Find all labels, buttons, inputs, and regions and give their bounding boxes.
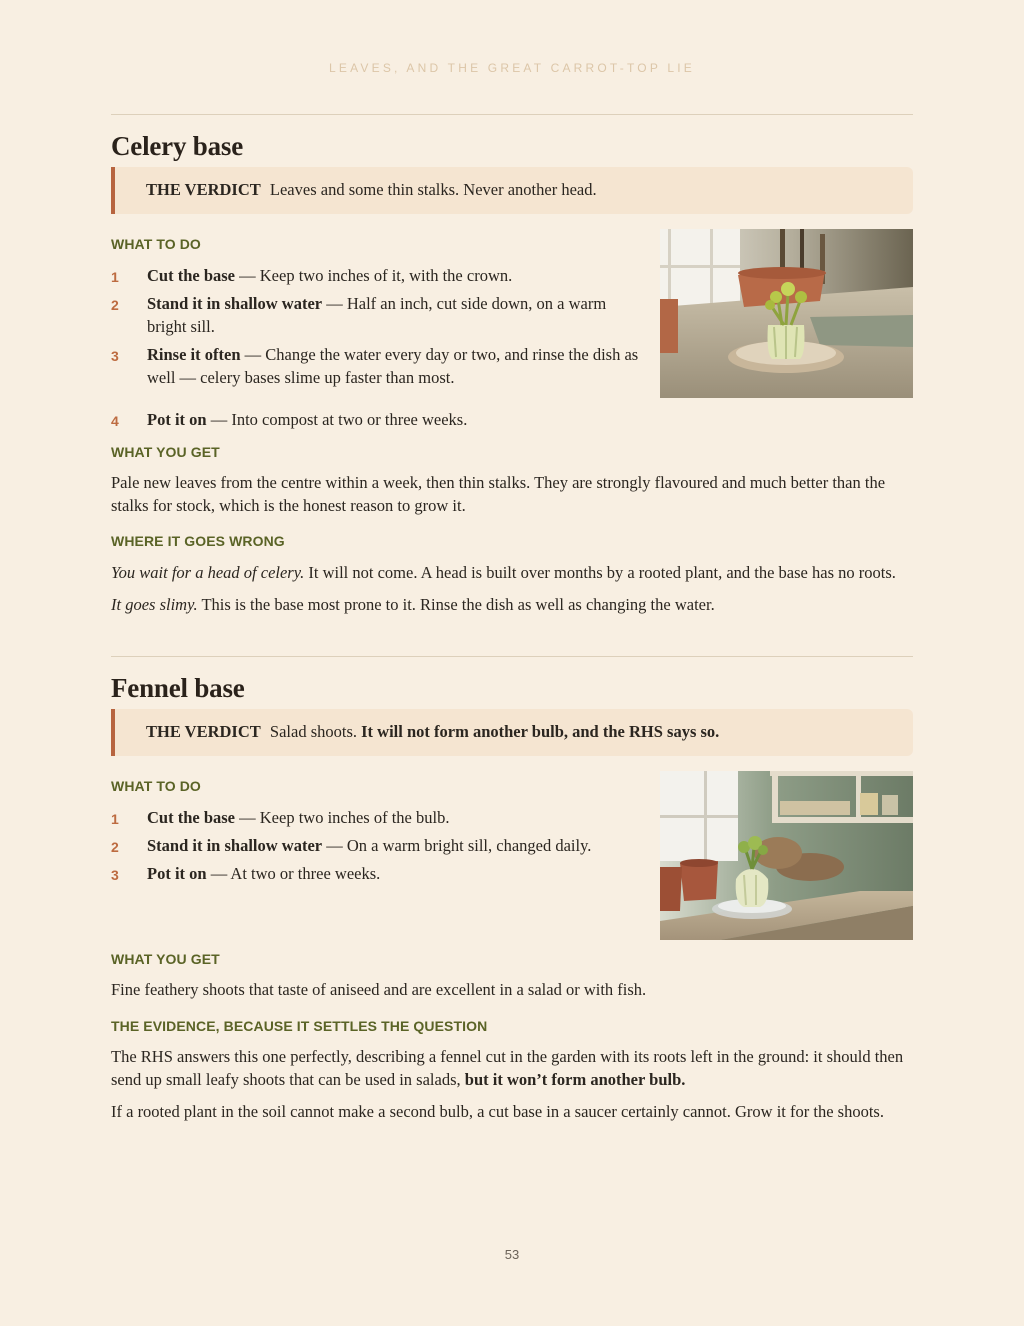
step-number: 2	[111, 297, 119, 313]
verdict-text: Leaves and some thin stalks. Never another head.	[269, 180, 597, 199]
step-text: — Into compost at two or three weeks.	[206, 410, 468, 429]
celery-what-to-do-heading: WHAT TO DO	[111, 236, 201, 252]
fennel-verdict	[111, 709, 913, 756]
celery-what-you-get-text: Pale new leaves from the centre within a week, then thin stalks. They are strongly flavoured and much better than the stalks for stock, which is the honest reason to grow it.	[111, 473, 886, 515]
step-title: Stand it in shallow water	[147, 836, 323, 855]
celery-step-4	[111, 408, 641, 431]
verdict-label: THE VERDICT	[146, 180, 261, 199]
running-head: LEAVES, AND THE GREAT CARROT-TOP LIE	[329, 61, 695, 75]
fennel-evidence-heading: THE EVIDENCE, BECAUSE IT SETTLES THE QUESTION	[111, 1018, 488, 1034]
step-number: 4	[111, 413, 119, 429]
step-title: Pot it on	[147, 410, 207, 429]
verdict-bold: It will not form another bulb, and the RHS says so.	[361, 722, 720, 741]
step-text: — On a warm bright sill, changed daily.	[322, 836, 592, 855]
step-text: — Change the water every day or two, and rinse the dish as well — celery bases slime up faster than most.	[147, 345, 639, 387]
fennel-photo	[660, 771, 913, 940]
celery-step-1	[111, 264, 641, 287]
step-title: Pot it on	[147, 864, 207, 883]
step-title: Cut the base	[147, 266, 236, 285]
fennel-title: Fennel base	[111, 673, 245, 703]
celery-title: Celery base	[111, 131, 244, 161]
wrong-1-lead: You wait for a head of celery.	[111, 563, 305, 582]
step-number: 3	[111, 867, 119, 883]
verdict-text: Salad shoots.	[269, 722, 357, 741]
step-text: — At two or three weeks.	[206, 864, 381, 883]
step-number: 1	[111, 811, 119, 827]
top-rule	[111, 114, 913, 115]
fennel-evidence-text	[111, 1045, 917, 1091]
wrong-2-lead: It goes slimy.	[111, 595, 198, 614]
wrong-2-text: This is the base most prone to it. Rinse the dish as well as changing the water.	[197, 595, 715, 614]
step-text: — Keep two inches of it, with the crown.	[235, 266, 513, 285]
step-text: — Keep two inches of the bulb.	[235, 808, 450, 827]
celery-wrong-1	[111, 561, 917, 584]
fennel-what-you-get-heading: WHAT YOU GET	[111, 951, 220, 967]
celery-what-you-get-heading: WHAT YOU GET	[111, 444, 220, 460]
step-number: 1	[111, 269, 119, 285]
fennel-what-you-get-text: Fine feathery shoots that taste of aniseed and are excellent in a salad or with fish.	[111, 980, 647, 999]
evidence-bold: but it won’t form another bulb.	[464, 1070, 686, 1089]
fennel-what-to-do-heading: WHAT TO DO	[111, 778, 201, 794]
celery-photo	[660, 229, 913, 398]
page-number: 53	[504, 1247, 520, 1262]
fennel-step-1	[111, 806, 641, 829]
celery-wrong-heading: WHERE IT GOES WRONG	[111, 533, 285, 549]
step-title: Stand it in shallow water	[147, 294, 323, 313]
step-number: 3	[111, 348, 119, 364]
step-number: 2	[111, 839, 119, 855]
step-text: — Half an inch, cut side down, on a warm bright sill.	[147, 294, 607, 336]
celery-verdict	[111, 167, 913, 214]
fennel-step-2	[111, 834, 641, 857]
fennel-closing-text: If a rooted plant in the soil cannot make a second bulb, a cut base in a saucer certainly cannot. Grow it for the shoots.	[111, 1102, 884, 1121]
wrong-1-text: It will not come. A head is built over months by a rooted plant, and the base has no roots.	[304, 563, 896, 582]
step-title: Rinse it often	[147, 345, 241, 364]
step-title: Cut the base	[147, 808, 236, 827]
section-divider	[111, 656, 913, 657]
celery-wrong-2	[111, 593, 917, 616]
verdict-label: THE VERDICT	[146, 722, 261, 741]
celery-step-3	[111, 343, 641, 389]
celery-step-2	[111, 292, 641, 338]
evidence-text: The RHS answers this one perfectly, describing a fennel cut in the garden with its roots left in the ground: it should then send up small leafy shoots that can be used in salads,	[111, 1047, 904, 1089]
fennel-step-3	[111, 862, 641, 885]
